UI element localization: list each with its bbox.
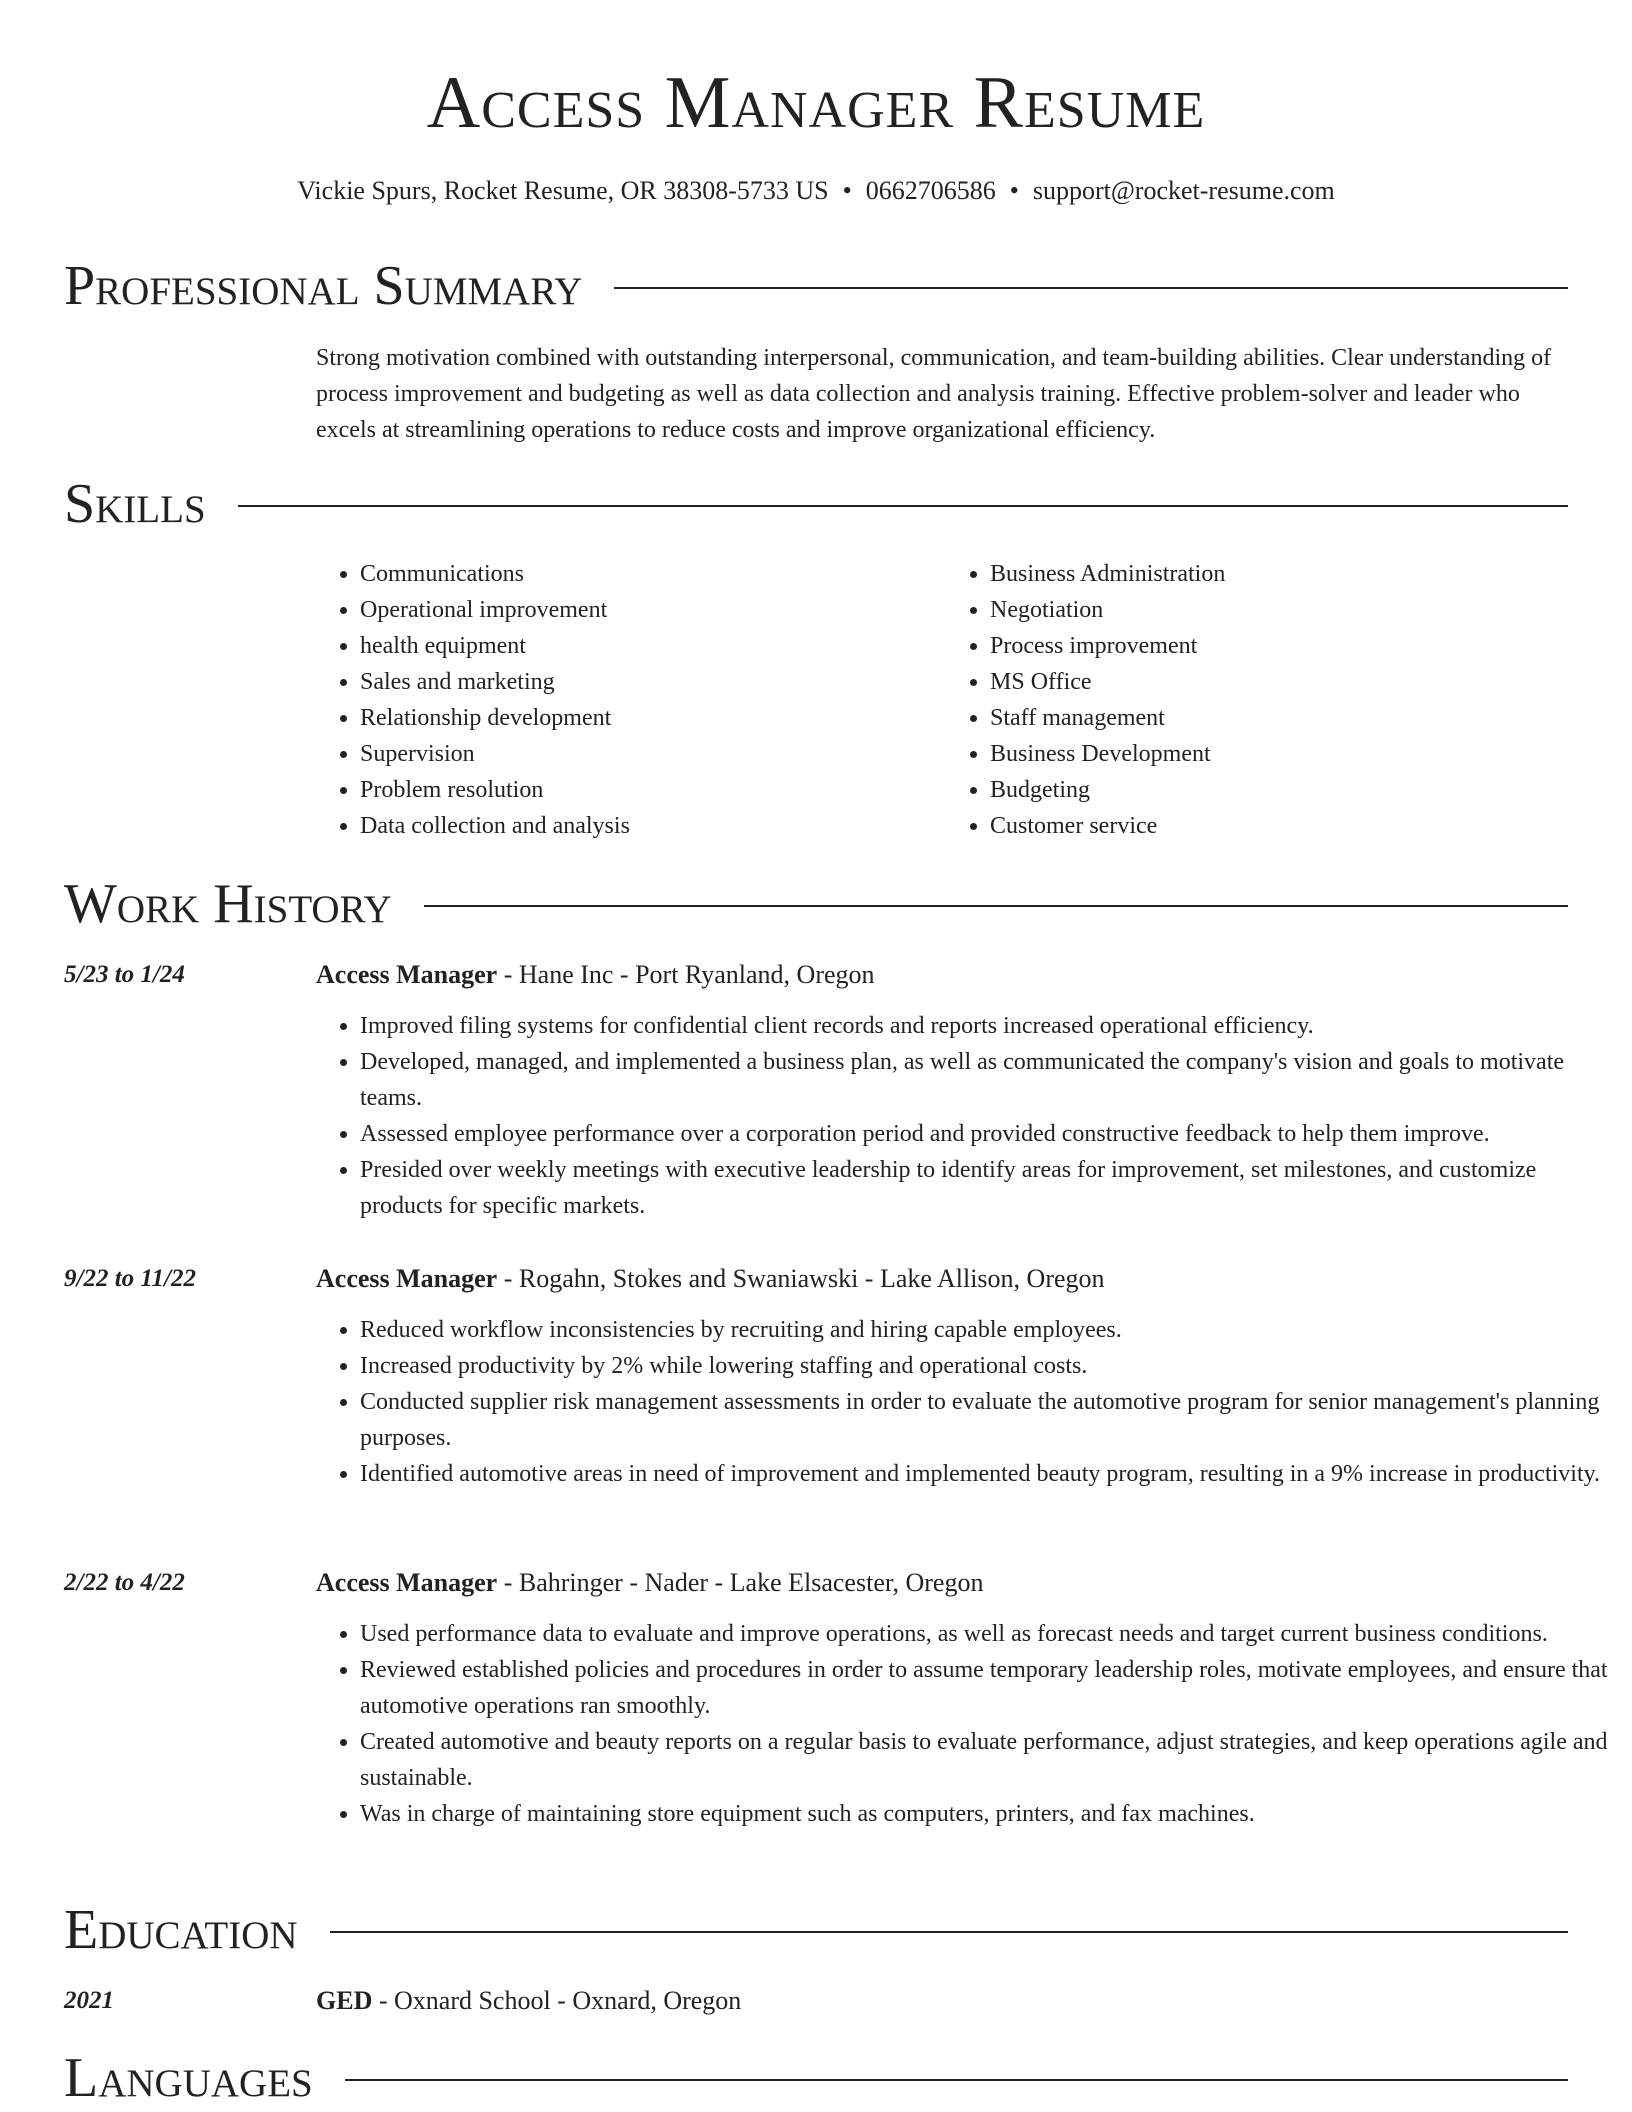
work-bullet: • Increased productivity by 2% while lowering staffing and operational costs. — [360, 1348, 1620, 1384]
job-employer: - Hane Inc - Port Ryanland, Oregon — [497, 960, 875, 989]
skill-item: • Customer service — [990, 808, 1576, 844]
degree-title: GED — [316, 1986, 373, 2015]
work-bullet: • Used performance data to evaluate and improve operations, as well as forecast needs and target current business conditions. — [360, 1616, 1620, 1652]
work-bullet: • Was in charge of maintaining store equipment such as computers, printers, and fax machines. — [360, 1796, 1620, 1832]
section-divider — [345, 2079, 1568, 2081]
section-title: Languages — [64, 2047, 313, 2109]
skill-item: • Operational improvement — [360, 592, 946, 628]
skill-item: • health equipment — [360, 628, 946, 664]
job-title: Access Manager — [316, 1568, 498, 1597]
skill-item: • Problem resolution — [360, 772, 946, 808]
skill-item: • Communications — [360, 556, 946, 592]
work-role — [316, 1566, 983, 1600]
skills-list — [316, 556, 1576, 844]
education-school: - Oxnard School - Oxnard, Oregon — [372, 1986, 742, 2015]
skill-item: • Business Administration — [990, 556, 1576, 592]
skill-item: • Business Development — [990, 736, 1576, 772]
work-bullets — [316, 1616, 1620, 1832]
work-date: 2/22 to 4/22 — [64, 1569, 185, 1596]
skill-item: • Supervision — [360, 736, 946, 772]
skill-item: • Staff management — [990, 700, 1576, 736]
work-date: 9/22 to 11/22 — [64, 1265, 196, 1292]
section-skills-heading — [64, 472, 1568, 536]
skill-item: • MS Office — [990, 664, 1576, 700]
section-divider — [330, 1931, 1568, 1933]
section-title: Professional Summary — [64, 255, 583, 317]
section-title: Skills — [64, 473, 206, 535]
summary-text: Strong motivation combined with outstanding interpersonal, communication, and team-building abilities. Clear understanding of process improvement and budgeting as well as data collection and analysis training. Effective problem-solver and leader who excels at streamlining operations to reduce costs and improve organizational efficiency. — [316, 345, 1552, 443]
skill-item: • Negotiation — [990, 592, 1576, 628]
section-summary-heading — [64, 254, 1568, 318]
work-bullet: • Reduced workflow inconsistencies by recruiting and hiring capable employees. — [360, 1312, 1620, 1348]
work-bullet: • Presided over weekly meetings with executive leadership to identify areas for improvement, set milestones, and customize products for specific markets. — [360, 1152, 1620, 1224]
skills-column-left — [316, 556, 946, 844]
work-bullet: • Created automotive and beauty reports on a regular basis to evaluate performance, adjust strategies, and keep operations agile and sustainable. — [360, 1724, 1620, 1796]
section-languages-heading — [64, 2046, 1568, 2110]
work-bullet: • Assessed employee performance over a corporation period and provided constructive feedback to help them improve. — [360, 1116, 1620, 1152]
skill-item: • Data collection and analysis — [360, 808, 946, 844]
contact-email: support@rocket-resume.com — [1032, 176, 1335, 205]
work-bullet: • Reviewed established policies and procedures in order to assume temporary leadership roles, motivate employees, and ensure that automotive operations ran smoothly. — [360, 1652, 1620, 1724]
section-divider — [238, 505, 1568, 507]
work-bullets — [316, 1008, 1620, 1224]
resume-title: Access Manager Resume — [426, 62, 1206, 144]
job-employer: - Rogahn, Stokes and Swaniawski - Lake Allison, Oregon — [497, 1264, 1105, 1293]
work-bullet: • Conducted supplier risk management assessments in order to evaluate the automotive program for senior management's planning purposes. — [360, 1384, 1620, 1456]
section-title: Education — [64, 1899, 298, 1961]
contact-line — [0, 174, 1632, 208]
section-divider — [614, 287, 1568, 289]
work-role — [316, 1262, 1105, 1296]
section-work-heading — [64, 872, 1568, 936]
job-title: Access Manager — [316, 1264, 498, 1293]
work-bullet: • Improved filing systems for confidential client records and reports increased operational efficiency. — [360, 1008, 1620, 1044]
section-divider — [424, 905, 1568, 907]
contact-separator: • — [842, 176, 852, 205]
skills-column-right — [946, 556, 1576, 844]
work-bullet: • Developed, managed, and implemented a business plan, as well as communicated the company's vision and goals to motivate teams. — [360, 1044, 1620, 1116]
skill-item: • Budgeting — [990, 772, 1576, 808]
education-date: 2021 — [64, 1987, 114, 2014]
work-date: 5/23 to 1/24 — [64, 961, 185, 988]
work-bullets — [316, 1312, 1620, 1492]
job-title: Access Manager — [316, 960, 498, 989]
education-degree — [316, 1984, 741, 2018]
contact-separator: • — [1009, 176, 1019, 205]
section-education-heading — [64, 1898, 1568, 1962]
contact-address: Vickie Spurs, Rocket Resume, OR 38308-5733 US — [297, 176, 829, 205]
section-title: Work History — [64, 873, 392, 935]
skill-item: • Relationship development — [360, 700, 946, 736]
skill-item: • Sales and marketing — [360, 664, 946, 700]
contact-phone: 0662706586 — [865, 176, 996, 205]
skill-item: • Process improvement — [990, 628, 1576, 664]
work-bullet: • Identified automotive areas in need of improvement and implemented beauty program, resulting in a 9% increase in productivity. — [360, 1456, 1620, 1492]
job-employer: - Bahringer - Nader - Lake Elsacester, Oregon — [497, 1568, 984, 1597]
work-role — [316, 958, 875, 992]
